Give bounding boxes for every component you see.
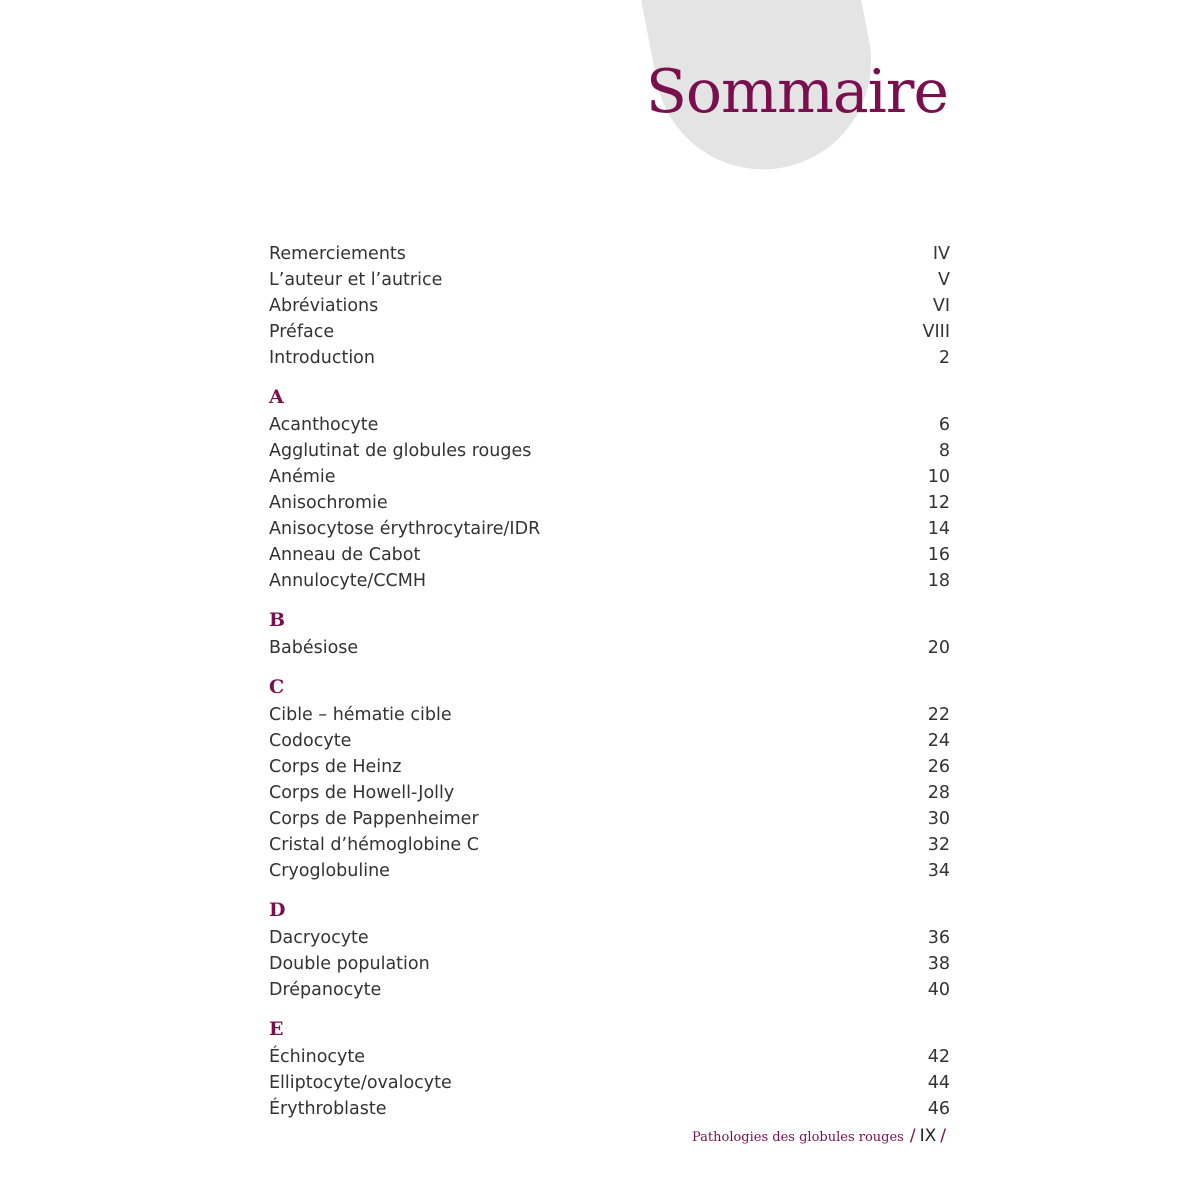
toc-entry[interactable]	[269, 925, 950, 951]
toc-entry[interactable]	[269, 319, 950, 345]
toc-entry-page: 30	[927, 809, 950, 829]
toc-entry-page: 24	[927, 731, 950, 751]
toc-entry-page: IV	[932, 244, 950, 264]
toc-entry[interactable]	[269, 542, 950, 568]
toc-entry-page: 22	[927, 705, 950, 725]
toc-entry[interactable]	[269, 1096, 950, 1122]
toc-entry-label: Cible – hématie cible	[269, 705, 452, 725]
toc-entry-label: Dacryocyte	[269, 928, 369, 948]
toc-entry-page: 38	[927, 954, 950, 974]
toc-entry-page: 40	[927, 980, 950, 1000]
toc-entry-label: Anisochromie	[269, 493, 388, 513]
toc-entry-page: 2	[938, 348, 950, 368]
toc-entry[interactable]	[269, 806, 950, 832]
toc-entry[interactable]	[269, 858, 950, 884]
toc-entry-page: 10	[927, 467, 950, 487]
toc-entry-page: 44	[927, 1073, 950, 1093]
toc-entry-page: V	[938, 270, 950, 290]
toc-entry[interactable]	[269, 438, 950, 464]
toc-entry[interactable]	[269, 1044, 950, 1070]
table-of-contents	[269, 241, 950, 1122]
toc-entry[interactable]	[269, 412, 950, 438]
toc-entry-page: VI	[932, 296, 950, 316]
toc-entry[interactable]	[269, 977, 950, 1003]
toc-entry-page: 42	[927, 1047, 950, 1067]
toc-entry-page: 28	[927, 783, 950, 803]
section-letter-heading: E	[269, 1018, 284, 1040]
toc-entry[interactable]	[269, 635, 950, 661]
page-number: IX	[919, 1126, 937, 1146]
toc-entry[interactable]	[269, 1070, 950, 1096]
toc-entry-label: Acanthocyte	[269, 415, 379, 435]
toc-entry-page: 32	[927, 835, 950, 855]
toc-entry-page: 14	[927, 519, 950, 539]
toc-entry-label: Corps de Heinz	[269, 757, 402, 777]
toc-entry[interactable]	[269, 267, 950, 293]
toc-entry-label: Corps de Howell-Jolly	[269, 783, 455, 803]
toc-entry[interactable]	[269, 832, 950, 858]
toc-entry-label: Drépanocyte	[269, 980, 382, 1000]
page-footer	[692, 1126, 946, 1146]
toc-entry[interactable]	[269, 345, 950, 371]
toc-entry[interactable]	[269, 780, 950, 806]
toc-entry-label: Agglutinat de globules rouges	[269, 441, 532, 461]
toc-entry-label: L’auteur et l’autrice	[269, 270, 443, 290]
toc-entry-page: 26	[927, 757, 950, 777]
toc-entry[interactable]	[269, 293, 950, 319]
toc-entry-label: Cristal d’hémoglobine C	[269, 835, 479, 855]
toc-entry-label: Remerciements	[269, 244, 406, 264]
toc-entry-label: Elliptocyte/ovalocyte	[269, 1073, 452, 1093]
toc-entry-label: Annulocyte/CCMH	[269, 571, 427, 591]
toc-entry[interactable]	[269, 241, 950, 267]
toc-entry-page: 36	[927, 928, 950, 948]
toc-entry[interactable]	[269, 516, 950, 542]
section-letter-heading: B	[269, 609, 286, 631]
page-title: Sommaire	[645, 57, 948, 127]
toc-entry-label: Échinocyte	[269, 1047, 366, 1067]
toc-entry[interactable]	[269, 490, 950, 516]
toc-entry-page: 16	[927, 545, 950, 565]
footer-separator-left: /	[909, 1126, 916, 1146]
toc-entry[interactable]	[269, 754, 950, 780]
toc-entry-page: 8	[938, 441, 950, 461]
running-title: Pathologies des globules rouges	[691, 1130, 904, 1145]
toc-entry[interactable]	[269, 951, 950, 977]
toc-entry-label: Anisocytose érythrocytaire/IDR	[269, 519, 541, 539]
toc-entry-label: Préface	[269, 322, 335, 342]
toc-entry-label: Anneau de Cabot	[269, 545, 421, 565]
toc-entry[interactable]	[269, 702, 950, 728]
toc-entry-label: Anémie	[269, 467, 336, 487]
toc-entry-label: Abréviations	[269, 296, 379, 316]
toc-entry-page: 12	[927, 493, 950, 513]
toc-entry-page: 6	[938, 415, 950, 435]
toc-entry-label: Babésiose	[269, 638, 359, 658]
footer-separator-right: /	[940, 1126, 946, 1146]
toc-entry[interactable]	[269, 568, 950, 594]
toc-entry-label: Codocyte	[269, 731, 352, 751]
section-letter-heading: D	[269, 899, 286, 921]
toc-entry-page: 46	[927, 1099, 950, 1119]
toc-entry-page: 20	[927, 638, 950, 658]
toc-entry-page: 34	[927, 861, 950, 881]
toc-entry[interactable]	[269, 728, 950, 754]
toc-entry-page: 18	[927, 571, 950, 591]
toc-entry-label: Érythroblaste	[269, 1099, 387, 1119]
toc-entry-label: Introduction	[269, 348, 375, 368]
toc-entry-page: VIII	[922, 322, 950, 342]
toc-entry-label: Cryoglobuline	[269, 861, 390, 881]
toc-entry[interactable]	[269, 464, 950, 490]
toc-entry-label: Corps de Pappenheimer	[269, 809, 479, 829]
toc-entry-label: Double population	[269, 954, 430, 974]
section-letter-heading: C	[269, 676, 285, 698]
section-letter-heading: A	[269, 386, 284, 408]
